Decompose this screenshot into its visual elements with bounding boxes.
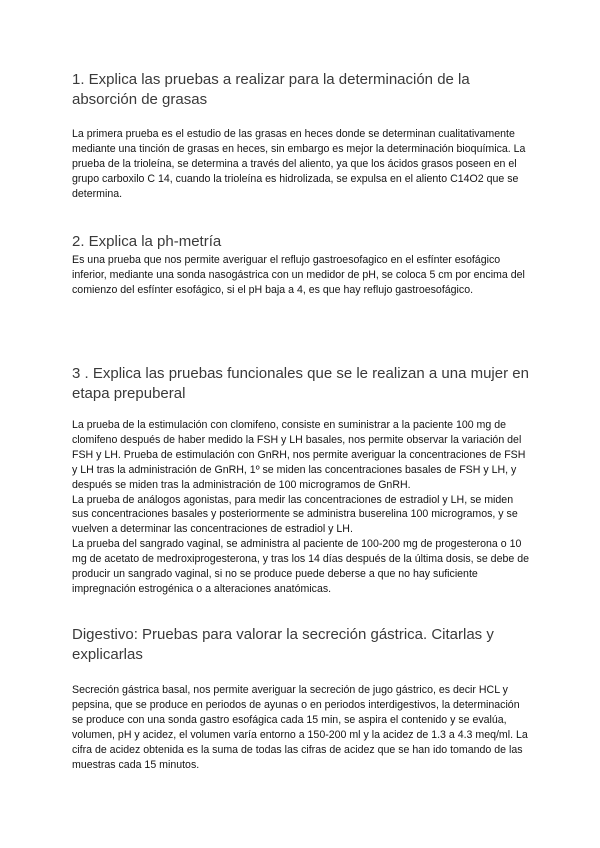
section-gastric-secretion xyxy=(72,625,532,665)
paragraph: Secreción gástrica basal, nos permite averiguar la secreción de jugo gástrico, es decir HCL y pepsina, que se produce en periodos de ayunas o en periodos interdigestivos, la determinación se produce con una sonda gastro esofágica cada 15 min, se aspira el contenido y se evalúa, volumen, pH y acidez, el volumen varía entorno a 150-200 ml y la acidez de 1.3 a 4.3 meq/ml. La cifra de acidez obtenida es la suma de todas las cifras de acidez que se han ido tomando de las muestras cada 15 minutos. xyxy=(72,684,528,771)
section-prepubertal-tests-body xyxy=(72,418,532,597)
paragraph: La prueba de análogos agonistas, para medir las concentraciones de estradiol y LH, se miden sus concentraciones basales y posteriormente se administra buserelina 100 microgramos, y se vuelven a determinar las concentraciones de estradiol y LH. xyxy=(72,493,518,536)
section-heading: 3 . Explica las pruebas funcionales que se le realizan a una mujer en etapa prepuberal xyxy=(72,365,529,402)
section-heading: Digestivo: Pruebas para valorar la secreción gástrica. Citarlas y explicarlas xyxy=(72,626,494,663)
paragraph: La prueba del sangrado vaginal, se administra al paciente de 100-200 mg de progesterona o 10 mg de acetato de medroxiprogesterona, y tras los 14 días después de la última dosis, se debe de producir un sangrado vaginal, si no se produce puede deberse a que no hay suficiente impregnación estrogénica o a alteraciones anatómicas. xyxy=(72,538,529,595)
section-prepubertal-tests xyxy=(72,364,532,404)
section-fat-absorption xyxy=(72,70,532,110)
paragraph: La primera prueba es el estudio de las grasas en heces donde se determinan cualitativamente mediante una tinción de grasas en heces, sin embargo es mejor la determinación bioquímica. La prueba de la trioleína, se determina a través del aliento, ya que los ácidos grasos poseen en el grupo carboxilo C 14, cuando la trioleína es hidrolizada, se expulsa en el aliento C14O2 que se determina. xyxy=(72,128,526,200)
section-ph-metry-body xyxy=(72,253,532,298)
paragraph: La prueba de la estimulación con clomifeno, consiste en suministrar a la paciente 100 mg de clomifeno después de haber medido la FSH y LH basales, nos permite observar la variación del FSH y LH. Prueba de estimulación con GnRH, nos permite averiguar la concentraciones de FSH y LH tras la administración de GnRH, 1º se miden las concentraciones basales de FSH y LH, y después se miden tras la administración de 100 microgramos de GnRH. xyxy=(72,419,526,491)
section-fat-absorption-body xyxy=(72,127,532,202)
section-ph-metry xyxy=(72,232,532,252)
section-gastric-secretion-body xyxy=(72,683,532,772)
paragraph: Es una prueba que nos permite averiguar el reflujo gastroesofagico en el esfínter esofágico inferior, mediante una sonda nasogástrica con un medidor de pH, se coloca 5 cm por encima del comienzo del esfínter esofágico, si el pH baja a 4, es que hay reflujo gastroesofágico. xyxy=(72,254,525,296)
section-heading: 1. Explica las pruebas a realizar para la determinación de la absorción de grasas xyxy=(72,71,470,108)
section-heading: 2. Explica la ph-metría xyxy=(72,233,222,250)
